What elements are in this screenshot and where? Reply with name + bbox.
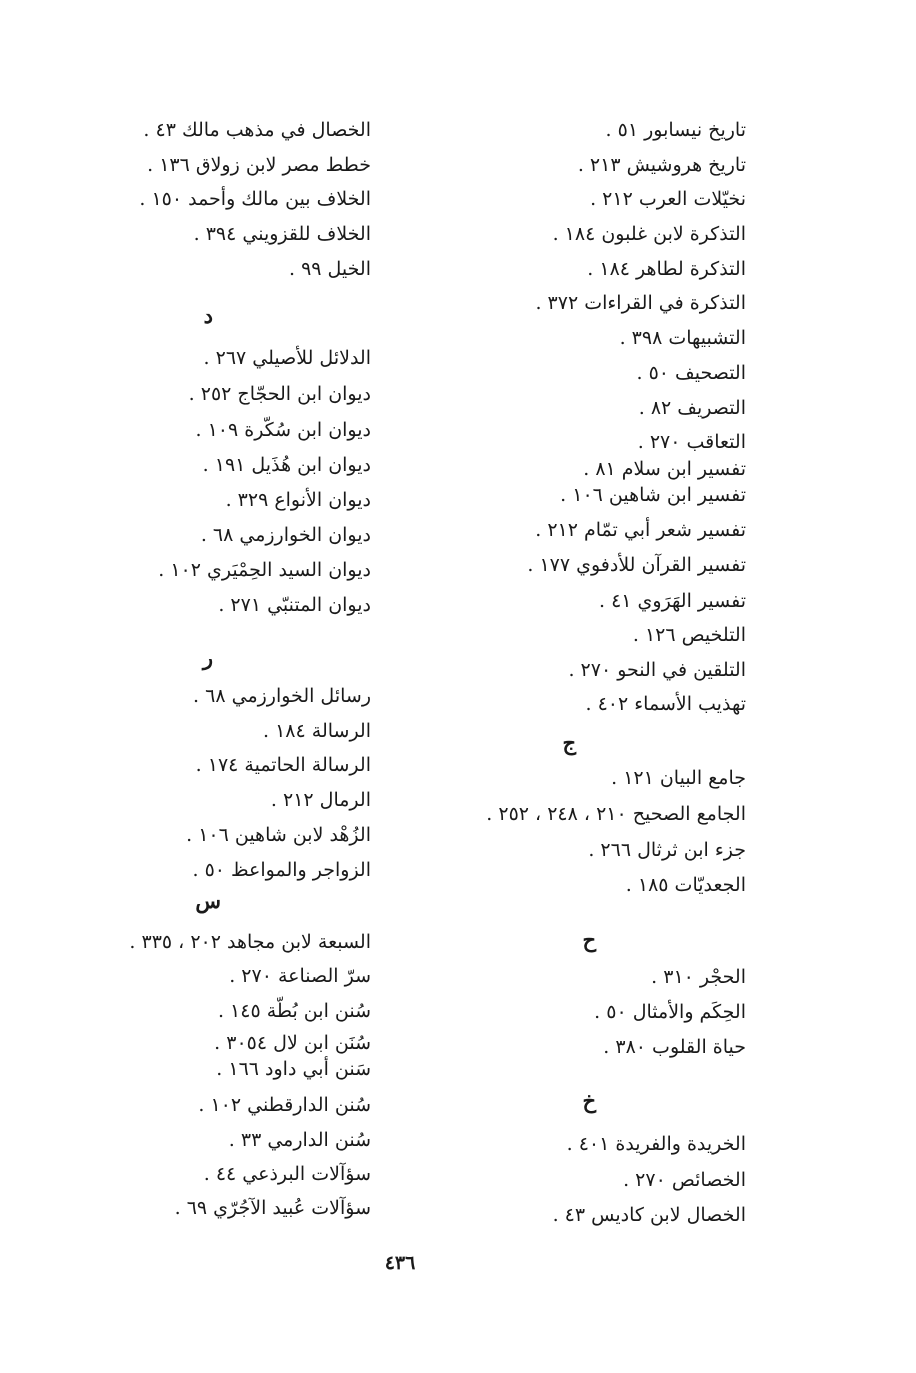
index-entry: الرمال ٢١٢ .	[270, 789, 371, 811]
index-entry: سؤآلات البرذعي ٤٤ .	[203, 1163, 371, 1185]
index-entry: الدلائل للأصيلي ٢٦٧ .	[203, 347, 371, 369]
index-entry: التذكرة لطاهر ١٨٤ .	[587, 258, 746, 280]
index-entry: السبعة لابن مجاهد ٢٠٢ ، ٣٣٥ .	[129, 931, 371, 953]
index-entry: الخصال في مذهب مالك ٤٣ .	[143, 119, 371, 141]
page-number: ٤٣٦	[384, 1252, 416, 1274]
index-entry: سَنن أبي داود ١٦٦ .	[216, 1058, 371, 1080]
section-letter-jim: ج	[562, 730, 576, 755]
index-entry: الرسالة الحاتمية ١٧٤ .	[195, 754, 371, 776]
index-entry: الخصائص ٢٧٠ .	[623, 1169, 746, 1191]
section-letter-sin: س	[195, 888, 221, 913]
index-entry: الزُهْد لابن شاهين ١٠٦ .	[186, 824, 371, 846]
index-entry: الخريدة والفريدة ٤٠١ .	[566, 1133, 746, 1155]
index-entry: تفسير الهَرَوي ٤١ .	[598, 590, 746, 612]
index-entry: ديوان الأنواع ٣٢٩ .	[225, 489, 371, 511]
index-entry: ديوان ابن سُكّرة ١٠٩ .	[195, 419, 371, 441]
index-entry: ديوان المتنبّي ٢٧١ .	[218, 594, 371, 616]
index-entry: التشبيهات ٣٩٨ .	[619, 327, 746, 349]
index-entry: سرّ الصناعة ٢٧٠ .	[229, 965, 371, 987]
index-entry: التصريف ٨٢ .	[638, 397, 746, 419]
index-entry: التلقين في النحو ٢٧٠ .	[568, 659, 746, 681]
index-entry: سُنن ابن بُطّة ١٤٥ .	[217, 1000, 371, 1022]
index-entry: ديوان ابن الحجّاج ٢٥٢ .	[188, 383, 371, 405]
index-entry: الحِكَم والأمثال ٥٠ .	[594, 1001, 746, 1023]
index-entry: الجعديّات ١٨٥ .	[625, 874, 746, 896]
index-entry: الخيل ٩٩ .	[288, 258, 371, 280]
index-entry: التلخيص ١٢٦ .	[632, 624, 746, 646]
index-entry: تفسير شعر أبي تمّام ٢١٢ .	[535, 519, 746, 541]
index-entry: ديوان الخوارزمي ٦٨ .	[200, 524, 371, 546]
index-entry: جزء ابن ثرثال ٢٦٦ .	[588, 839, 746, 861]
index-entry: حياة القلوب ٣٨٠ .	[603, 1036, 746, 1058]
index-entry: الزواجر والمواعظ ٥٠ .	[192, 859, 371, 881]
index-entry: سُنن الدارقطني ١٠٢ .	[198, 1094, 371, 1116]
index-entry: تهذيب الأسماء ٤٠٢ .	[585, 693, 746, 715]
index-entry: الحجْر ٣١٠ .	[651, 966, 746, 988]
index-entry: نخيّلات العرب ٢١٢ .	[590, 188, 746, 210]
index-entry: رسائل الخوارزمي ٦٨ .	[193, 685, 371, 707]
index-entry: سُنَن ابن لال ٣٠٥٤ .	[214, 1032, 371, 1054]
index-entry: تاريخ هروشيش ٢١٣ .	[577, 154, 746, 176]
index-entry: الخلاف للقزويني ٣٩٤ .	[193, 223, 371, 245]
index-entry: تفسير ابن شاهين ١٠٦ .	[560, 484, 746, 506]
index-entry: التصحيف ٥٠ .	[636, 362, 746, 384]
index-entry: تفسير القرآن للأدفوي ١٧٧ .	[527, 554, 746, 576]
index-entry: الرسالة ١٨٤ .	[263, 720, 371, 742]
section-letter-dal: د	[203, 303, 213, 328]
index-entry: تفسير ابن سلام ٨١ .	[583, 458, 746, 480]
index-entry: تاريخ نيسابور ٥١ .	[605, 119, 746, 141]
index-entry: الخلاف بين مالك وأحمد ١٥٠ .	[139, 188, 371, 210]
section-letter-ha: ح	[582, 927, 596, 952]
index-entry: الجامع الصحيح ٢١٠ ، ٢٤٨ ، ٢٥٢ .	[486, 803, 746, 825]
index-entry: سؤآلات عُبيد الآجُرّي ٦٩ .	[174, 1197, 371, 1219]
index-entry: التذكرة في القراءات ٣٧٢ .	[535, 292, 746, 314]
index-entry: ديوان ابن هُذَيل ١٩١ .	[202, 454, 371, 476]
section-letter-kha: خ	[582, 1088, 596, 1113]
section-letter-ra: ر	[202, 645, 213, 670]
index-entry: خطط مصر لابن زولاق ١٣٦ .	[147, 154, 371, 176]
index-entry: الخصال لابن كاديس ٤٣ .	[552, 1204, 746, 1226]
index-entry: التعاقب ٢٧٠ .	[637, 431, 746, 453]
index-entry: سُنن الدارمي ٣٣ .	[228, 1129, 371, 1151]
index-entry: ديوان السيد الحِمْيَري ١٠٢ .	[158, 559, 371, 581]
index-entry: جامع البيان ١٢١ .	[611, 767, 746, 789]
index-entry: التذكرة لابن غلبون ١٨٤ .	[552, 223, 746, 245]
